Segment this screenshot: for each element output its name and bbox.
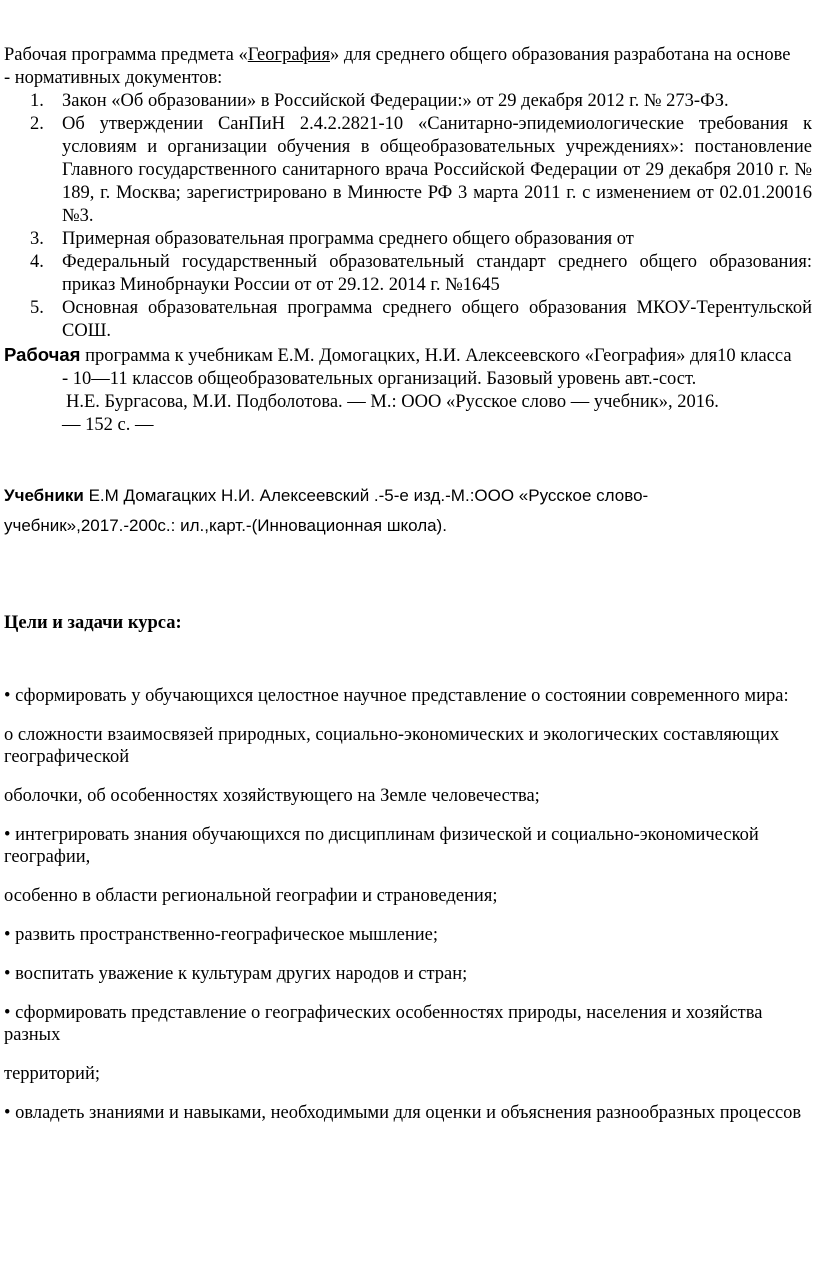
- intro-paragraph: [0, 44, 816, 67]
- goal-item: • интегрировать знания обучающихся по дисциплинам физической и социально-экономической географии,: [4, 825, 759, 867]
- list-number: 4.: [30, 252, 44, 272]
- textbooks-text: Е.М Домагацких Н.И. Алексеевский .-5-е изд.-М.:ООО «Русское слово-учебник»,2017.-200с.: ил.,карт.-(Инновационная школа).: [4, 486, 649, 535]
- normative-docs-list: [0, 90, 816, 343]
- goal-item: особенно в области региональной географии и страноведения;: [4, 886, 498, 906]
- spacer: [0, 635, 816, 685]
- textbooks-label: Учебники: [4, 486, 84, 505]
- workprog-line-3: — 152 с. —: [62, 415, 154, 435]
- workprog-line-2: Н.Е. Бургасова, М.И. Подболотова. — М.: ООО «Русское слово — учебник», 2016.: [66, 392, 719, 412]
- intro-prefix: Рабочая программа предмета «: [4, 45, 248, 65]
- textbooks-paragraph: [0, 481, 816, 541]
- goal-item: • сформировать у обучающихся целостное научное представление о состоянии современного мира:: [4, 686, 789, 706]
- goals-title: Цели и задачи курса:: [4, 613, 182, 633]
- goal-item: оболочки, об особенностях хозяйствующего на Земле человечества;: [4, 786, 540, 806]
- list-text: Закон «Об образовании» в Российской Федерации:» от 29 декабря 2012 г. № 273-ФЗ.: [62, 91, 729, 111]
- list-item: [0, 113, 816, 228]
- spacer: [0, 558, 816, 612]
- goal-item: • сформировать представление о географических особенностях природы, населения и хозяйства разных: [4, 1003, 763, 1045]
- workprog-paragraph: [0, 343, 816, 368]
- document-page: [0, 44, 816, 1124]
- list-item: [0, 297, 816, 343]
- list-number: 5.: [30, 298, 44, 318]
- list-number: 2.: [30, 114, 44, 134]
- list-item: [0, 90, 816, 113]
- list-text: Об утверждении СанПиН 2.4.2.2821-10 «Санитарно-эпидемиологические требования к условиям и организации обучения в общеобразовательных учреждениях»: постановление Главного государственного санитарного врача Российской Федерации от 29 декабря 2010 г. № 189, г. Москва; зарегистрировано в Минюсте РФ 3 марта 2011 г. с изменением от 02.01.20016 №3.: [62, 114, 812, 226]
- goal-item: территорий;: [4, 1064, 100, 1084]
- list-text: Примерная образовательная программа среднего общего образования от: [62, 229, 634, 249]
- goal-item: • развить пространственно-географическое мышление;: [4, 925, 439, 945]
- workprog-text: программа к учебникам Е.М. Домогацких, Н.И. Алексеевского «География» для10 класса: [80, 346, 792, 366]
- goals-list: [0, 685, 816, 1124]
- spacer: [0, 437, 816, 464]
- list-item: [0, 228, 816, 251]
- list-item: [0, 251, 816, 297]
- list-text: Федеральный государственный образовательный стандарт среднего общего образования: приказ Минобрнауки России от от 29.12. 2014 г. №1645: [62, 252, 812, 295]
- workprog-label: Рабочая: [4, 344, 81, 365]
- list-number: 1.: [30, 91, 44, 111]
- subject-name: География: [247, 45, 330, 65]
- goal-item: о сложности взаимосвязей природных, социально-экономических и экологических составляющих географической: [4, 725, 780, 767]
- goal-item: • воспитать уважение к культурам других народов и стран;: [4, 964, 468, 984]
- workprog-line-1: - 10—11 классов общеобразовательных организаций. Базовый уровень авт.-сост.: [62, 369, 697, 389]
- list-number: 3.: [30, 229, 44, 249]
- goal-item: • овладеть знаниями и навыками, необходимыми для оценки и объяснения разнообразных процессов: [4, 1103, 802, 1123]
- docs-label: - нормативных документов:: [4, 68, 223, 88]
- list-text: Основная образовательная программа среднего общего образования МКОУ-Терентульской СОШ.: [62, 298, 812, 341]
- intro-suffix: » для среднего общего образования разработана на основе: [329, 45, 791, 65]
